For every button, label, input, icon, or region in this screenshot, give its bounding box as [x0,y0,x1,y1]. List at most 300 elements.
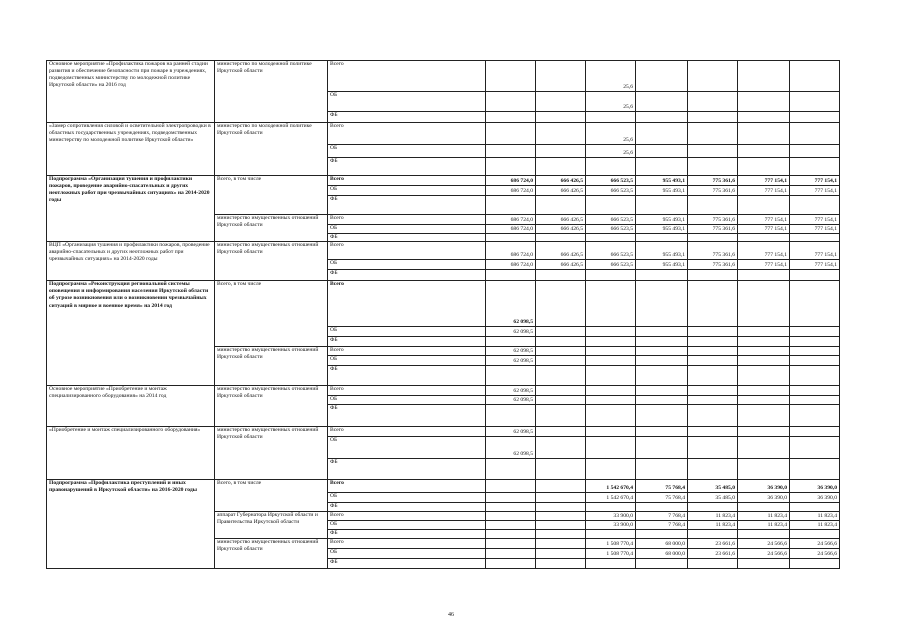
value-cell-7 [790,196,840,215]
table-row [47,386,840,396]
value-cell-3 [586,405,636,427]
value-cell-5 [688,427,738,437]
value-cell-7: 36 390,0 [790,493,840,503]
value-cell-4 [636,530,688,539]
funding-source-cell: ОБ [328,327,486,337]
value-cell-4 [636,427,688,437]
value-cell-5 [688,158,738,176]
value-cell-6 [738,234,790,242]
value-cell-1 [486,158,536,176]
table-row [47,427,840,437]
value-cell-4 [636,112,688,123]
value-cell-4: 75 768,4 [636,480,688,493]
value-cell-3 [586,437,636,459]
value-cell-1 [486,337,536,347]
value-cell-1 [486,459,536,480]
value-cell-1 [486,196,536,215]
funding-source-cell: ОБ [328,396,486,405]
value-cell-2: 666 426,5 [536,176,586,186]
executor-cell: Всего, в том числе [215,176,328,215]
value-cell-5 [688,396,738,405]
value-cell-1: 62 098,5 [486,356,536,366]
value-cell-4: 955 493,1 [636,242,688,260]
value-cell-1: 686 724,0 [486,215,536,225]
value-cell-1 [486,112,536,123]
value-cell-6 [738,503,790,512]
value-cell-3: 666 523,5 [586,186,636,196]
value-cell-2 [536,281,586,327]
value-cell-1: 686 724,0 [486,260,536,270]
value-cell-5 [688,337,738,347]
measure-name-cell: Подпрограмма «Реконструкция региональной системы оповещения и информирования населения Иркутской области об угрозе возникновения или о возникновении чрезвычайных ситуаций в мирное и военное время» на 2014 год [47,281,215,386]
value-cell-1: 62 098,5 [486,396,536,405]
funding-source-cell: Всего [328,386,486,396]
table-row [47,123,840,145]
value-cell-1 [486,549,536,559]
value-cell-7 [790,366,840,386]
value-cell-4 [636,123,688,145]
value-cell-4 [636,61,688,92]
value-cell-2 [536,123,586,145]
value-cell-6 [738,158,790,176]
funding-source-cell: ФБ [328,530,486,539]
value-cell-4 [636,559,688,569]
value-cell-2 [536,549,586,559]
value-cell-6 [738,386,790,396]
funding-source-cell: Всего [328,123,486,145]
value-cell-2 [536,480,586,493]
value-cell-3 [586,347,636,356]
value-cell-3: 1 542 670,4 [586,493,636,503]
value-cell-4 [636,459,688,480]
value-cell-7: 777 154,1 [790,225,840,234]
executor-cell: министерство по молодежной политике Иркутской области [215,123,328,176]
value-cell-6: 24 566,6 [738,539,790,549]
value-cell-6 [738,459,790,480]
value-cell-2 [536,112,586,123]
value-cell-3 [586,366,636,386]
value-cell-7 [790,530,840,539]
funding-source-cell: ОБ [328,260,486,270]
value-cell-6: 24 566,6 [738,549,790,559]
value-cell-7 [790,281,840,327]
value-cell-7 [790,503,840,512]
value-cell-1 [486,512,536,521]
value-cell-2 [536,459,586,480]
value-cell-7 [790,356,840,366]
value-cell-2 [536,158,586,176]
value-cell-6: 36 390,0 [738,493,790,503]
value-cell-5 [688,347,738,356]
funding-source-cell: Всего [328,176,486,186]
value-cell-5 [688,61,738,92]
value-cell-3 [586,459,636,480]
value-cell-5 [688,234,738,242]
value-cell-5: 775 361,6 [688,260,738,270]
value-cell-2: 666 426,5 [536,186,586,196]
value-cell-7 [790,145,840,158]
executor-cell: министерство имущественных отношений Иркутской области [215,427,328,480]
measure-name-cell: Подпрограмма «Организация тушения и профилактики пожаров, проведение аварийно-спасательных и других неотложных работ при чрезвычайных ситуациях» на 2014-2020 годы [47,176,215,242]
value-cell-3: 25,6 [586,123,636,145]
value-cell-2: 666 426,5 [536,215,586,225]
executor-cell: министерство имущественных отношений Иркутской области [215,347,328,386]
value-cell-5 [688,366,738,386]
value-cell-6 [738,437,790,459]
executor-cell: министерство по молодежной политике Иркутской области [215,61,328,123]
value-cell-7 [790,459,840,480]
value-cell-6 [738,530,790,539]
value-cell-5 [688,437,738,459]
value-cell-6 [738,356,790,366]
funding-source-cell: Всего [328,512,486,521]
measure-name-cell: «Приобретение и монтаж специализированного оборудования» [47,427,215,480]
funding-source-cell: ФБ [328,559,486,569]
value-cell-2 [536,539,586,549]
value-cell-2 [536,196,586,215]
value-cell-3 [586,327,636,337]
funding-source-cell: ОБ [328,493,486,503]
value-cell-2 [536,337,586,347]
value-cell-2 [536,503,586,512]
table-row [47,61,840,92]
funding-source-cell: Всего [328,215,486,225]
funding-source-cell: ОБ [328,549,486,559]
value-cell-7 [790,405,840,427]
value-cell-4: 955 493,1 [636,176,688,186]
value-cell-7 [790,61,840,92]
value-cell-6 [738,112,790,123]
value-cell-5 [688,530,738,539]
value-cell-5 [688,196,738,215]
funding-source-cell: ФБ [328,405,486,427]
value-cell-3: 33 900,0 [586,512,636,521]
value-cell-2 [536,145,586,158]
funding-source-cell: ОБ [328,92,486,112]
value-cell-7 [790,427,840,437]
executor-cell: министерство имущественных отношений Иркутской области [215,539,328,569]
value-cell-3: 666 523,5 [586,260,636,270]
value-cell-4 [636,145,688,158]
value-cell-3: 25,6 [586,145,636,158]
value-cell-1 [486,234,536,242]
value-cell-5 [688,270,738,281]
value-cell-2 [536,386,586,396]
value-cell-1: 62 098,5 [486,281,536,327]
funding-source-cell: ОБ [328,225,486,234]
value-cell-6 [738,337,790,347]
value-cell-1: 62 098,5 [486,347,536,356]
measure-name-cell: Подпрограмма «Профилактика преступлений и иных правонарушений в Иркутской области» на 2016-2020 годы [47,480,215,569]
value-cell-5 [688,503,738,512]
value-cell-5 [688,92,738,112]
value-cell-3: 666 523,5 [586,176,636,186]
value-cell-1: 62 098,5 [486,427,536,437]
table-row [47,242,840,260]
value-cell-2 [536,396,586,405]
value-cell-4 [636,437,688,459]
value-cell-3 [586,270,636,281]
value-cell-1 [486,270,536,281]
value-cell-4 [636,327,688,337]
value-cell-7 [790,396,840,405]
value-cell-4: 7 768,4 [636,521,688,530]
value-cell-4: 955 493,1 [636,215,688,225]
value-cell-5 [688,281,738,327]
table-row [47,176,840,186]
executor-cell: министерство имущественных отношений Иркутской области [215,215,328,242]
executor-cell: аппарат Губернатора Иркутской области и Правительства Иркутской области [215,512,328,539]
value-cell-3 [586,337,636,347]
value-cell-1 [486,480,536,493]
value-cell-2 [536,559,586,569]
value-cell-7 [790,327,840,337]
value-cell-4 [636,337,688,347]
value-cell-1 [486,366,536,386]
value-cell-4 [636,196,688,215]
value-cell-4: 955 493,1 [636,260,688,270]
value-cell-2 [536,234,586,242]
funding-source-cell: ФБ [328,158,486,176]
funding-source-cell: ФБ [328,234,486,242]
value-cell-3 [586,427,636,437]
value-cell-3 [586,503,636,512]
value-cell-5: 23 661,6 [688,539,738,549]
funding-source-cell: Всего [328,480,486,493]
value-cell-2 [536,405,586,427]
value-cell-3 [586,530,636,539]
value-cell-1: 62 098,5 [486,327,536,337]
value-cell-5 [688,459,738,480]
value-cell-5 [688,123,738,145]
value-cell-7 [790,92,840,112]
value-cell-7: 11 823,4 [790,512,840,521]
value-cell-1: 686 724,0 [486,176,536,186]
value-cell-5 [688,386,738,396]
funding-source-cell: ОБ [328,356,486,366]
value-cell-3 [586,386,636,396]
value-cell-7: 777 154,1 [790,260,840,270]
value-cell-6: 777 154,1 [738,225,790,234]
value-cell-6 [738,92,790,112]
value-cell-7 [790,112,840,123]
value-cell-3 [586,559,636,569]
value-cell-7 [790,123,840,145]
funding-source-cell: ОБ [328,145,486,158]
value-cell-6: 11 823,4 [738,521,790,530]
value-cell-1 [486,503,536,512]
funding-source-cell: ОБ [328,521,486,530]
value-cell-2 [536,270,586,281]
value-cell-3: 1 542 670,4 [586,480,636,493]
value-cell-4: 7 768,4 [636,512,688,521]
value-cell-3: 666 523,5 [586,225,636,234]
measure-name-cell: Основное мероприятие «Профилактика пожаров на ранней стадии развития и обеспечение безопасности при пожаре в учреждениях, подведомственных министерству по молодежной политике Иркутской области» на 2016 год [47,61,215,123]
value-cell-7: 36 390,0 [790,480,840,493]
value-cell-2 [536,437,586,459]
value-cell-7: 777 154,1 [790,186,840,196]
value-cell-5 [688,112,738,123]
value-cell-6 [738,123,790,145]
value-cell-3 [586,196,636,215]
measure-name-cell: Основное мероприятие «Приобретение и монтаж специализированного оборудования» на 2014 год [47,386,215,427]
value-cell-2 [536,530,586,539]
funding-source-cell: ОБ [328,437,486,459]
page-number: 46 [448,612,454,618]
table-row [47,281,840,327]
value-cell-7 [790,337,840,347]
value-cell-5: 775 361,6 [688,176,738,186]
value-cell-6 [738,396,790,405]
value-cell-3 [586,396,636,405]
value-cell-4 [636,356,688,366]
value-cell-5: 23 661,6 [688,549,738,559]
value-cell-2 [536,427,586,437]
value-cell-1 [486,559,536,569]
value-cell-7: 24 566,6 [790,549,840,559]
budget-table [46,60,840,569]
funding-source-cell: ОБ [328,186,486,196]
value-cell-4 [636,281,688,327]
funding-source-cell: ФБ [328,196,486,215]
funding-source-cell: Всего [328,61,486,92]
value-cell-7 [790,234,840,242]
value-cell-6: 777 154,1 [738,260,790,270]
funding-source-cell: Всего [328,347,486,356]
value-cell-5: 35 485,0 [688,480,738,493]
value-cell-3: 33 900,0 [586,521,636,530]
value-cell-6 [738,281,790,327]
value-cell-1 [486,92,536,112]
value-cell-7 [790,386,840,396]
value-cell-6 [738,327,790,337]
value-cell-5 [688,356,738,366]
value-cell-6 [738,366,790,386]
value-cell-1: 686 724,0 [486,186,536,196]
value-cell-7: 777 154,1 [790,242,840,260]
value-cell-3 [586,158,636,176]
funding-source-cell: Всего [328,427,486,437]
value-cell-5: 775 361,6 [688,242,738,260]
measure-name-cell: «Замер сопротивления силовой и осветительной электропроводки в областных государственных учреждениях, подведомственных министерству по молодежной политике Иркутской области» [47,123,215,176]
value-cell-4 [636,347,688,356]
value-cell-1 [486,61,536,92]
value-cell-2: 666 426,5 [536,225,586,234]
value-cell-6 [738,559,790,569]
value-cell-1: 62 098,5 [486,386,536,396]
value-cell-5: 775 361,6 [688,215,738,225]
value-cell-5: 35 485,0 [688,493,738,503]
value-cell-1: 686 724,0 [486,225,536,234]
value-cell-6: 777 154,1 [738,242,790,260]
value-cell-3: 1 508 770,4 [586,539,636,549]
value-cell-2 [536,347,586,356]
value-cell-5 [688,327,738,337]
value-cell-7 [790,437,840,459]
value-cell-7 [790,270,840,281]
funding-source-cell: ФБ [328,459,486,480]
value-cell-3: 25,6 [586,92,636,112]
value-cell-4: 955 493,1 [636,225,688,234]
value-cell-4 [636,158,688,176]
value-cell-5: 11 823,4 [688,521,738,530]
value-cell-5 [688,559,738,569]
value-cell-3: 1 508 770,4 [586,549,636,559]
value-cell-3: 666 523,5 [586,242,636,260]
funding-source-cell: Всего [328,281,486,327]
value-cell-7: 777 154,1 [790,215,840,225]
value-cell-6: 777 154,1 [738,176,790,186]
value-cell-1: 686 724,0 [486,242,536,260]
value-cell-4 [636,234,688,242]
value-cell-2 [536,356,586,366]
value-cell-5 [688,405,738,427]
value-cell-5 [688,145,738,158]
value-cell-2 [536,493,586,503]
value-cell-4: 68 000,0 [636,539,688,549]
funding-source-cell: ФБ [328,503,486,512]
value-cell-2 [536,366,586,386]
value-cell-6: 11 823,4 [738,512,790,521]
value-cell-3 [586,234,636,242]
value-cell-4 [636,396,688,405]
value-cell-7 [790,158,840,176]
value-cell-2 [536,512,586,521]
value-cell-7 [790,347,840,356]
value-cell-6: 777 154,1 [738,215,790,225]
value-cell-2 [536,521,586,530]
funding-source-cell: ФБ [328,270,486,281]
value-cell-4 [636,405,688,427]
funding-source-cell: Всего [328,539,486,549]
funding-source-cell: ФБ [328,337,486,347]
value-cell-6 [738,427,790,437]
value-cell-4: 75 768,4 [636,493,688,503]
value-cell-6 [738,196,790,215]
executor-cell: министерство имущественных отношений Иркутской области [215,242,328,281]
value-cell-2 [536,327,586,337]
value-cell-1 [486,145,536,158]
value-cell-1 [486,539,536,549]
value-cell-1 [486,521,536,530]
value-cell-6 [738,145,790,158]
value-cell-5: 775 361,6 [688,186,738,196]
value-cell-1 [486,493,536,503]
value-cell-1 [486,123,536,145]
executor-cell: Всего, в том числе [215,480,328,512]
executor-cell: министерство имущественных отношений Иркутской области [215,386,328,427]
value-cell-6: 36 390,0 [738,480,790,493]
funding-source-cell: Всего [328,242,486,260]
value-cell-6: 777 154,1 [738,186,790,196]
value-cell-5: 775 361,6 [688,225,738,234]
value-cell-3 [586,356,636,366]
value-cell-7 [790,559,840,569]
value-cell-1: 62 098,5 [486,437,536,459]
value-cell-4 [636,92,688,112]
value-cell-4 [636,270,688,281]
value-cell-6 [738,347,790,356]
value-cell-7: 777 154,1 [790,176,840,186]
value-cell-6 [738,405,790,427]
value-cell-1 [486,530,536,539]
value-cell-2: 666 426,5 [536,242,586,260]
value-cell-6 [738,61,790,92]
value-cell-6 [738,270,790,281]
funding-source-cell: ФБ [328,366,486,386]
value-cell-4 [636,503,688,512]
executor-cell: Всего, в том числе [215,281,328,347]
